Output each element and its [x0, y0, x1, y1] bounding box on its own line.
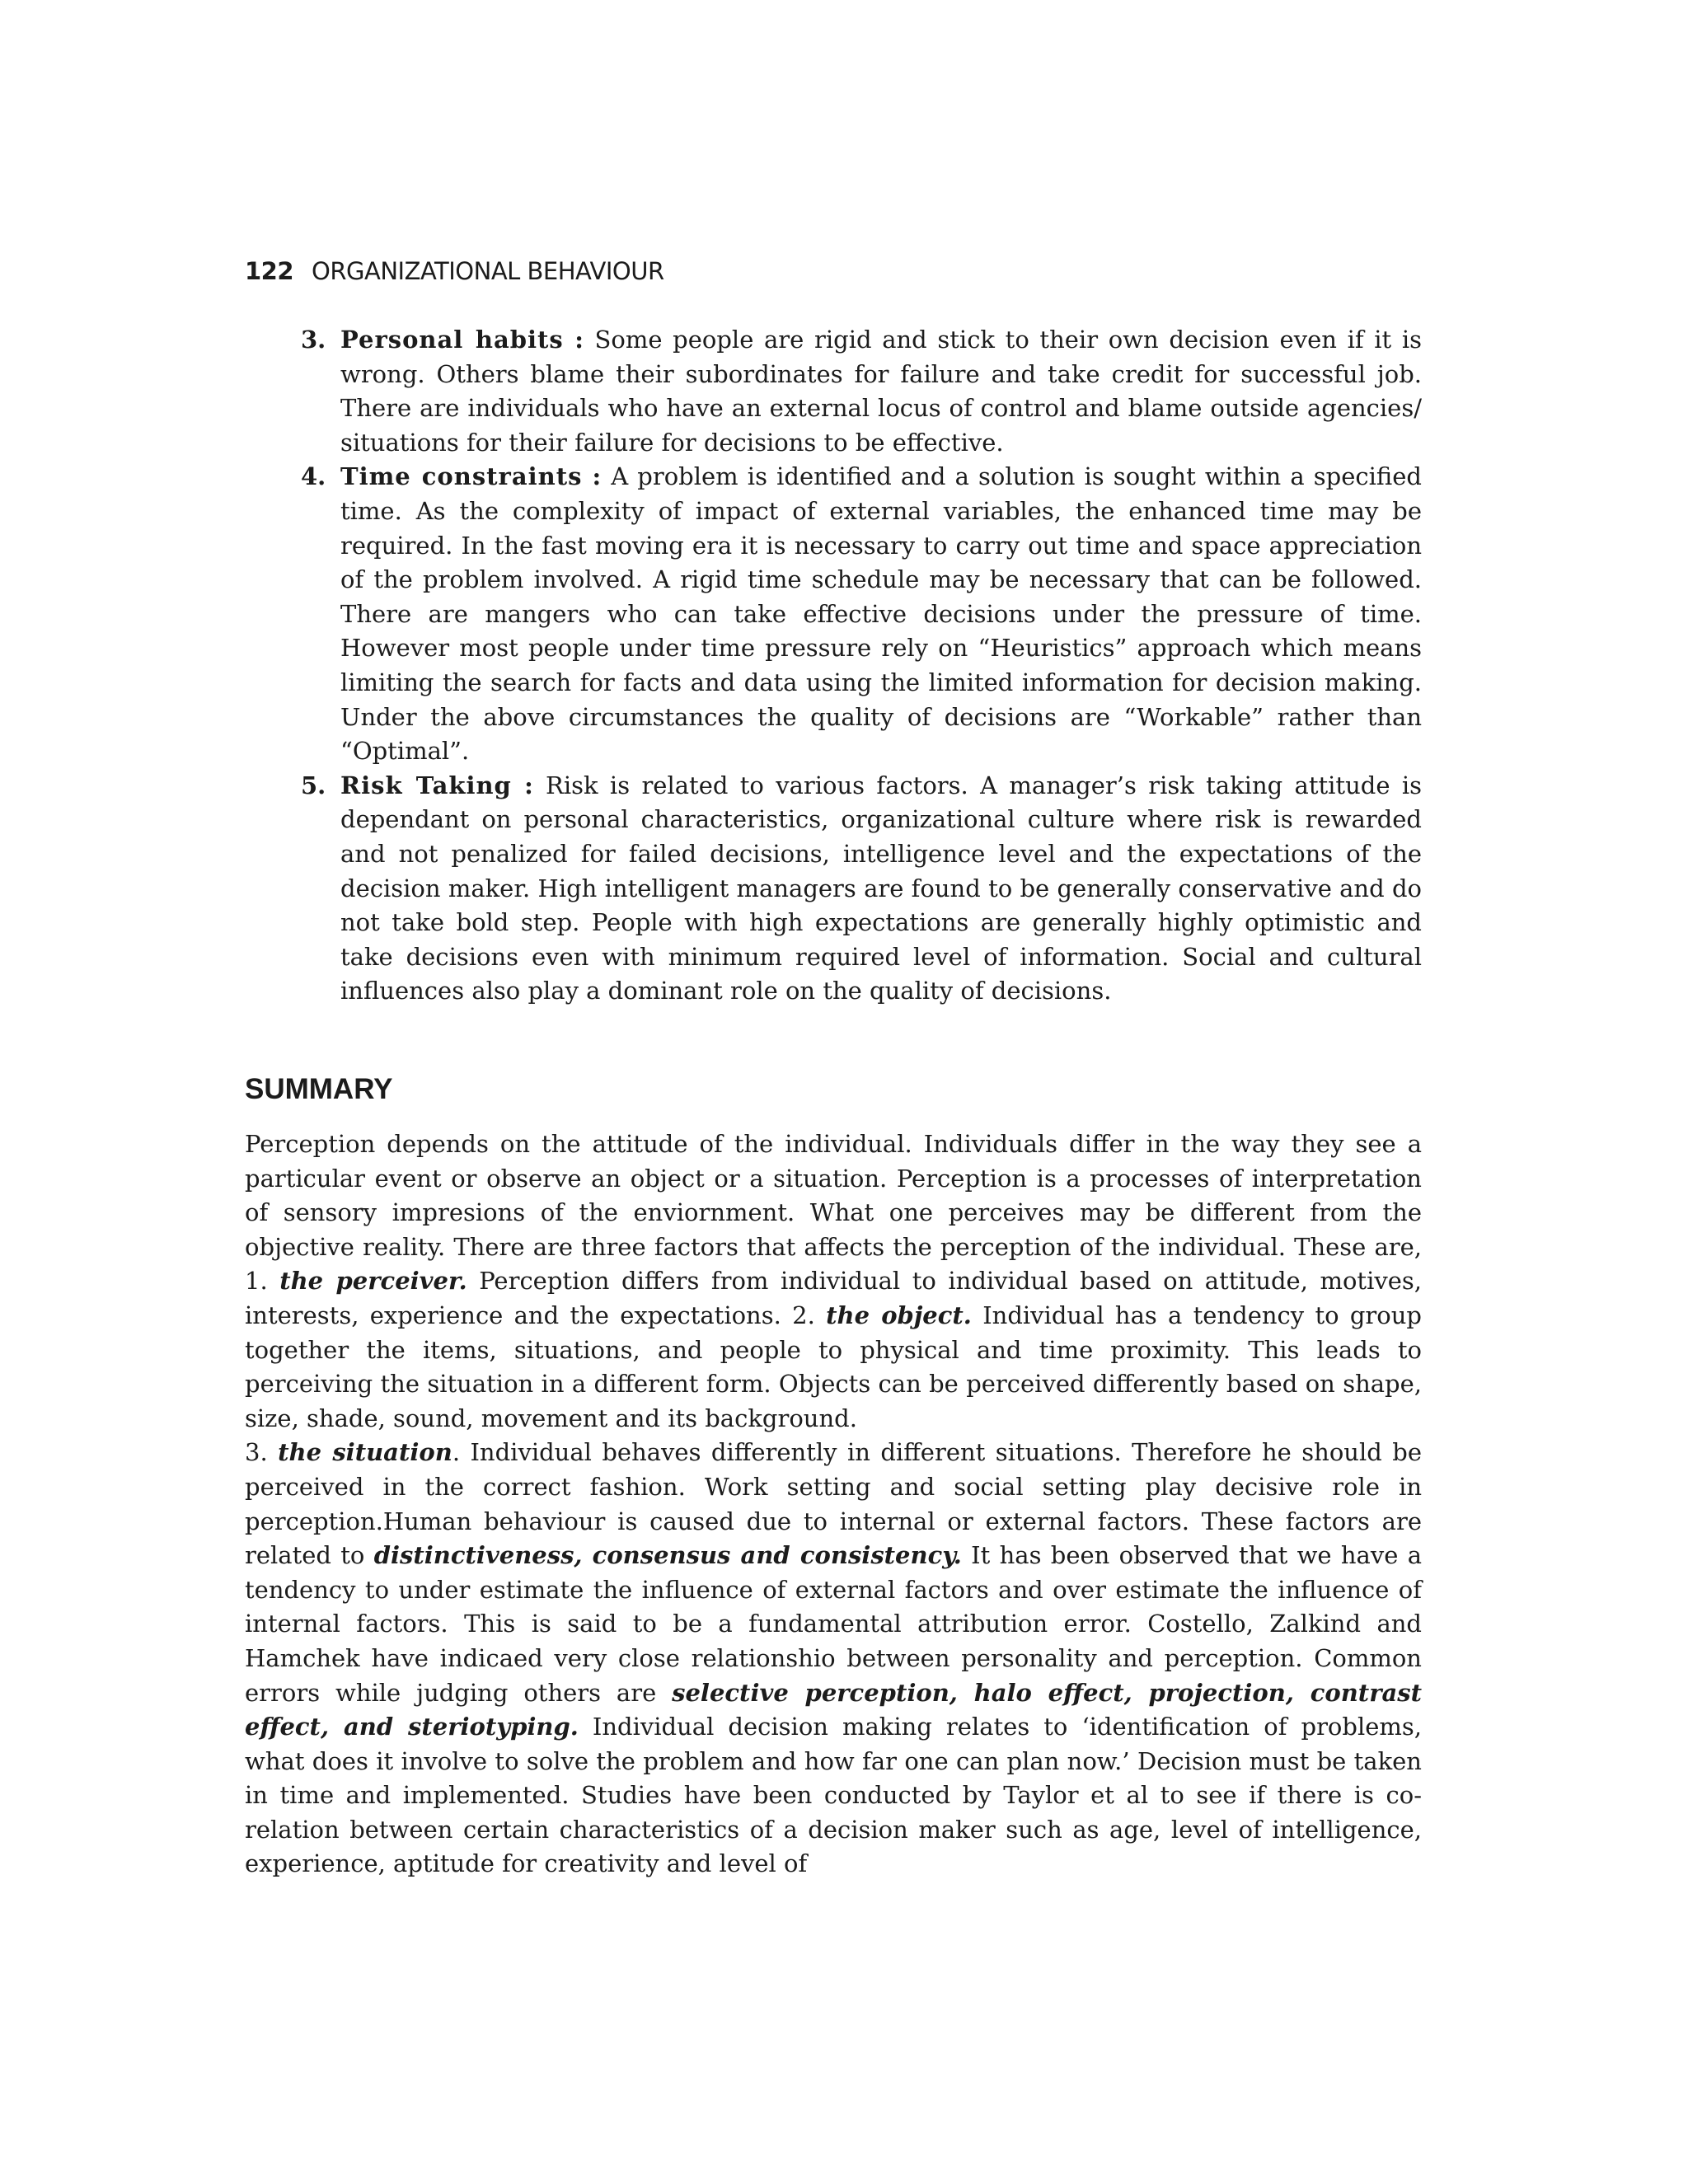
item-heading: Risk Taking [340, 771, 512, 799]
numbered-list [301, 323, 1422, 1009]
text-run: . Individual behaves differently in different situations. Therefore he should be perceived in the correct fashion. Work setting and social setting play decisive role in perception.Human behaviour is caused due to internal or external factors. These factors are related to [245, 1438, 1422, 1570]
summary-body [245, 1127, 1422, 1882]
emphasis-text: selective perception, halo effect, projection, contrast effect, and steriotyping. [245, 1678, 1422, 1741]
text-run: Perception depends on the attitude of the individual. Individuals differ in the way they see a particular event or observe an object or a situation. Perception is a processes of interpretation of sensory impresions of the enviornment. What one perceives may be different from the objective reality. There are three factors that affects the perception of the individual. These are, 1. [245, 1130, 1422, 1296]
text-run: Individual decision making relates to ‘identification of problems, what does it involve to solve the problem and how far one can plan now.’ Decision must be taken in time and implemented. Studies have been conducted by Taylor et al to see if there is co-relation between certain characteristics of a decision maker such as age, level of intelligence, experience, aptitude for creativity and level of [245, 1713, 1422, 1878]
list-number: 3. [301, 326, 326, 354]
item-text: Risk is related to various factors. A manager’s risk taking attitude is dependant on personal characteristics, organizational culture where risk is rewarded and not penalized for failed decisions, intelligence level and the expectations of the decision maker. High intelligent managers are found to be generally conservative and do not take bold step. People with high expectations are generally highly optimistic and take decisions even with minimum required level of information. Social and cultural influences also play a dominant role on the quality of decisions. [340, 771, 1422, 1005]
summary-paragraph [245, 1436, 1422, 1882]
item-separator: : [511, 771, 546, 799]
page-number: 122 [245, 257, 294, 285]
running-title: ORGANIZATIONAL BEHAVIOUR [312, 257, 664, 285]
text-run: Individual has a tendency to group together the items, situations, and people to physical and time proximity. This leads to perceiving the situation in a different form. Objects can be perceived differently based on shape, size, shade, sound, movement and its background. [245, 1301, 1422, 1432]
list-item-time-constraints [301, 460, 1422, 768]
emphasis-text: the situation [278, 1438, 452, 1467]
emphasis-text: distinctiveness, consensus and consistency. [373, 1541, 962, 1570]
running-header [245, 257, 664, 285]
emphasis-text: the object. [826, 1301, 972, 1329]
item-text: A problem is identified and a solution is sought within a specified time. As the complexity of impact of external variables, the enhanced time may be required. In the fast moving era it is necessary to carry out time and space appreciation of the problem involved. A rigid time schedule may be necessary that can be followed. There are mangers who can take effective decisions under the pressure of time. However most people under time pressure rely on “Heuristics” approach which means limiting the search for facts and data using the limited information for decision making. Under the above circumstances the quality of decisions are “Workable” rather than “Optimal”. [340, 462, 1422, 766]
summary-paragraph [245, 1127, 1422, 1436]
item-heading: Time constraints [340, 462, 583, 491]
emphasis-text: the perceiver. [279, 1267, 467, 1296]
list-number: 5. [301, 771, 326, 799]
text-run: Perception differs from individual to individual based on attitude, motives, interests, experience and the expectations. 2. [245, 1267, 1422, 1329]
item-heading: Personal habits [340, 326, 564, 354]
text-run: It has been observed that we have a tendency to under estimate the influence of external factors and over estimate the influence of internal factors. This is said to be a fundamental attribution error. Costello, Zalkind and Hamchek have indicaed very close relationshio between personality and perception. Common errors while judging others are [245, 1541, 1422, 1707]
list-item-personal-habits [301, 323, 1422, 460]
item-text: Some people are rigid and stick to their own decision even if it is wrong. Others blame their subordinates for failure and take credit for successful job. There are individuals who have an external locus of control and blame outside agencies/ situations for their failure for decisions to be effective. [340, 326, 1422, 457]
section-heading-summary: SUMMARY [245, 1073, 393, 1105]
text-run: 3. [245, 1438, 279, 1467]
item-separator: : [582, 462, 612, 491]
list-item-risk-taking [301, 769, 1422, 1009]
list-number: 4. [301, 462, 326, 491]
item-separator: : [563, 326, 595, 354]
